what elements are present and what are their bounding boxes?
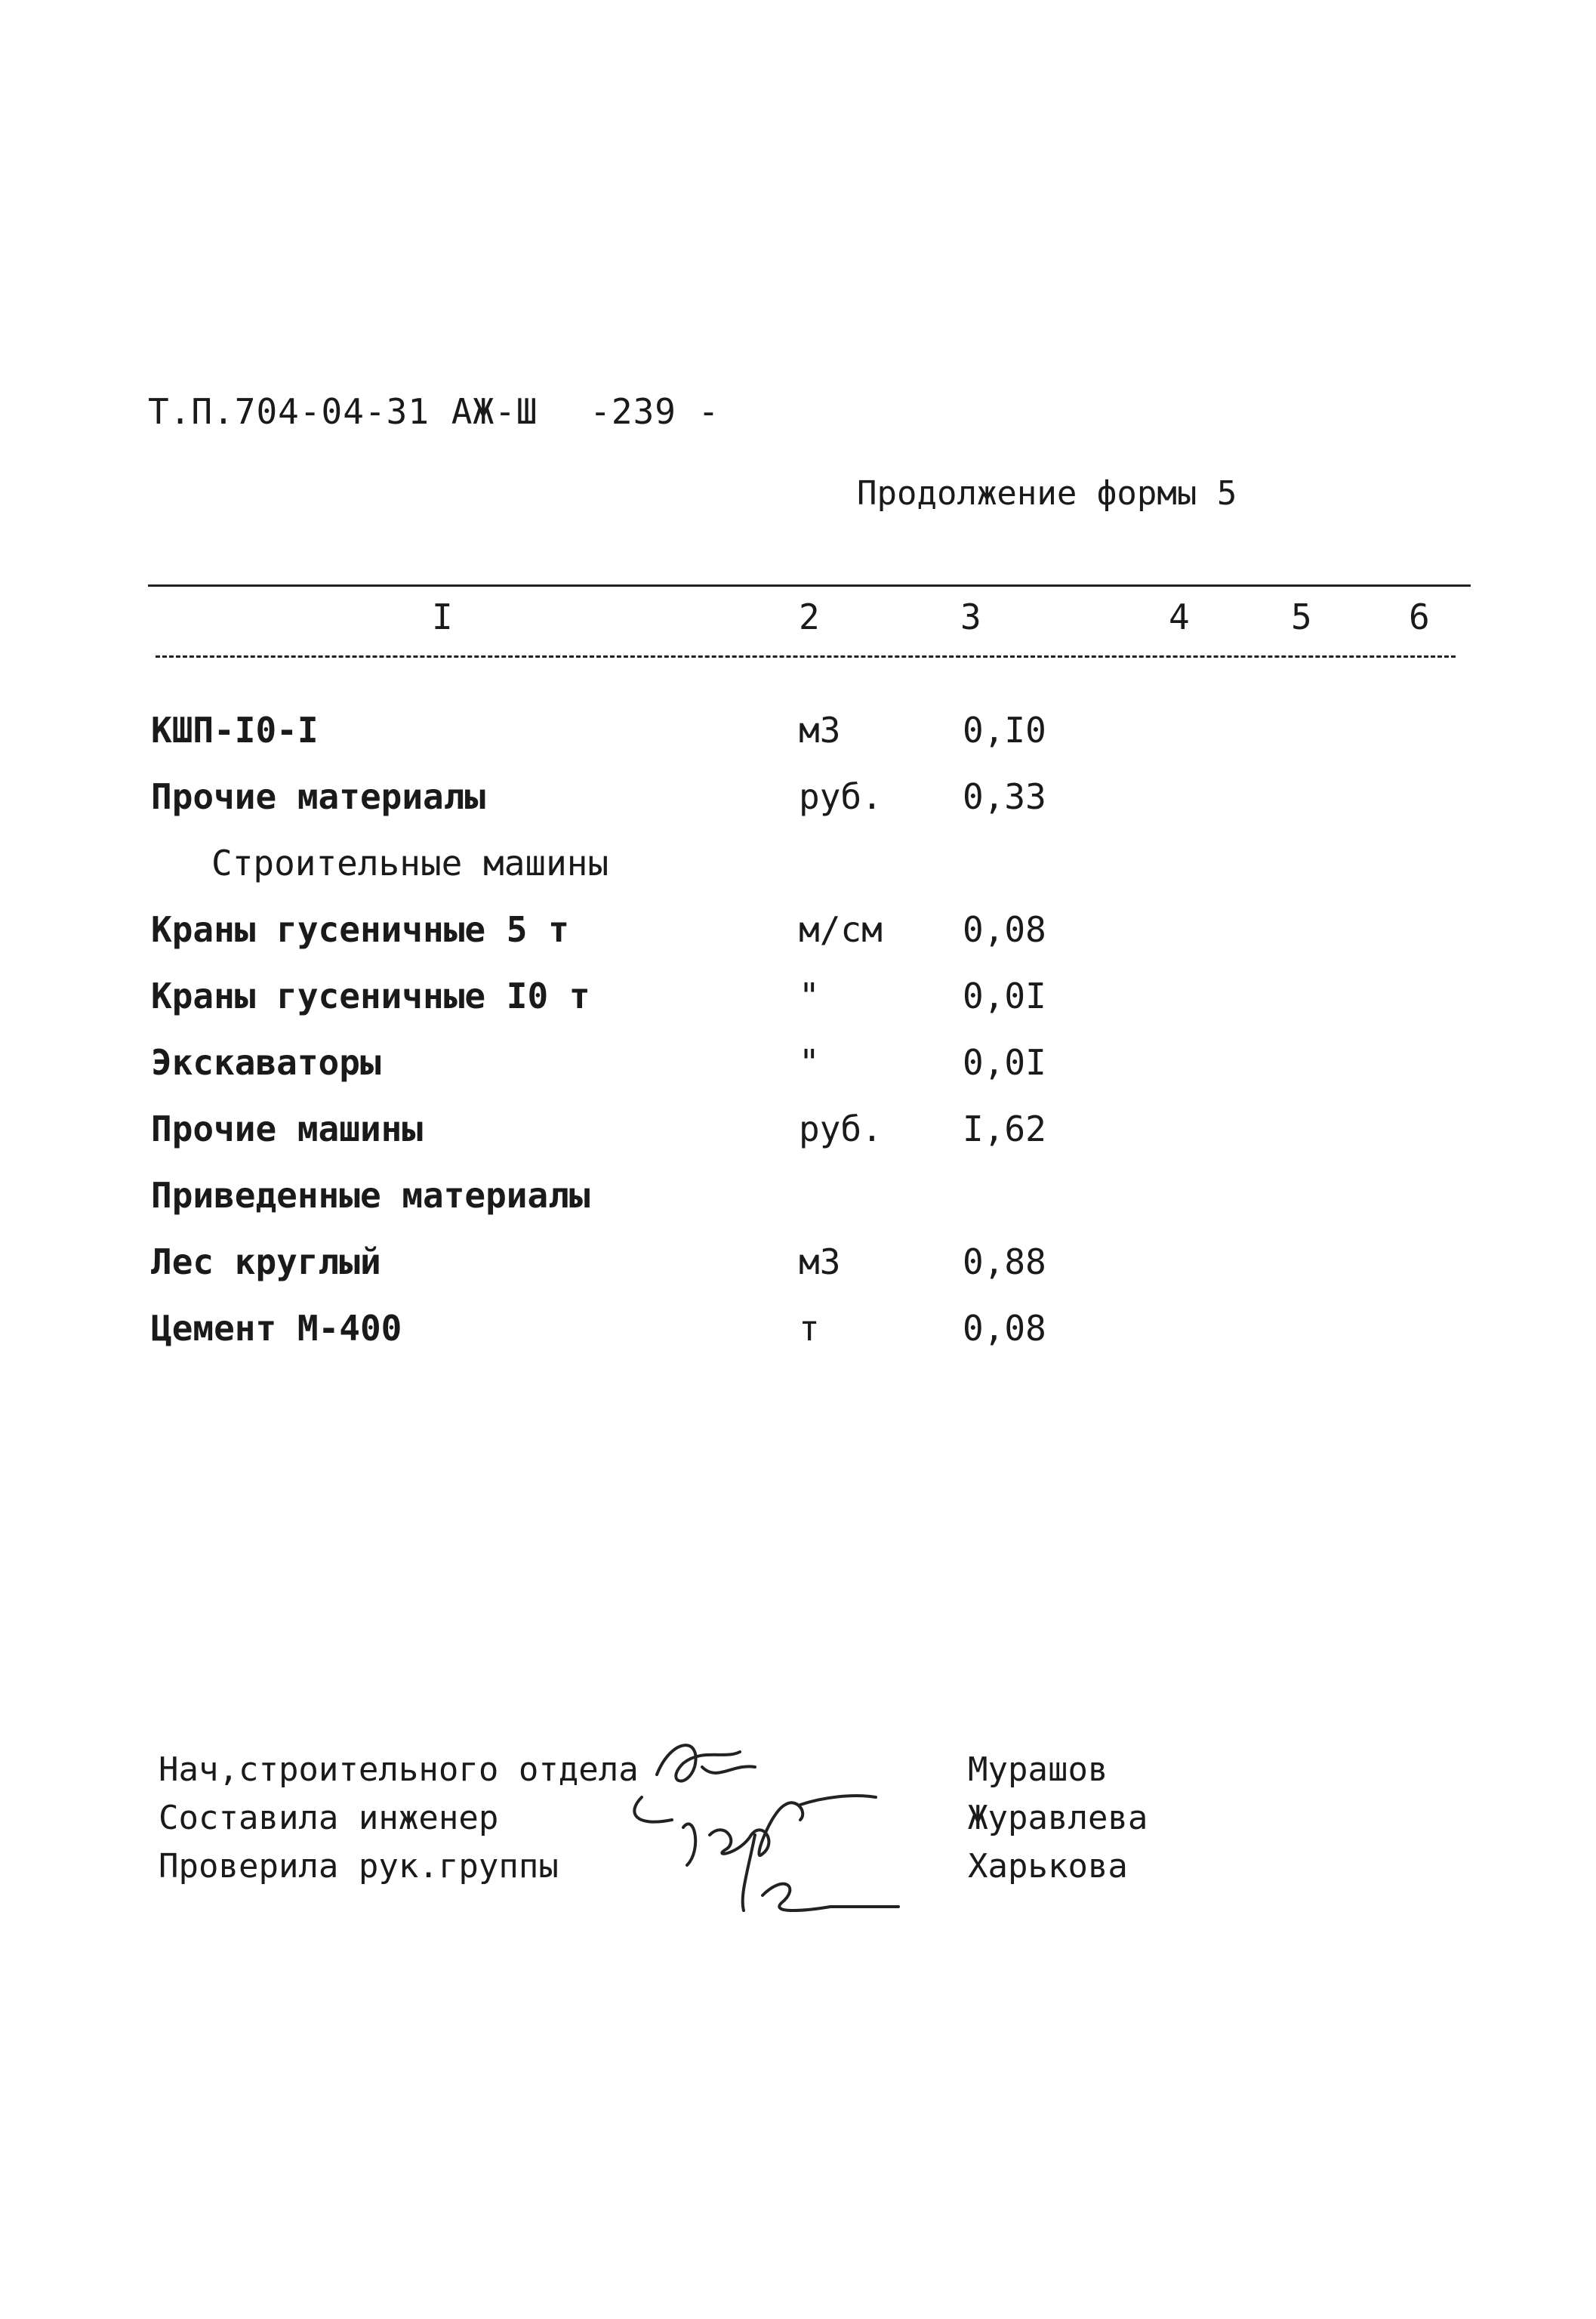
quantity: 0,0I: [963, 976, 1046, 1016]
table-row: [0, 710, 1596, 770]
doc-code-text: Т.П.704-04-31 АЖ-Ш: [148, 391, 538, 432]
unit: т: [799, 1308, 820, 1349]
quantity: I,62: [963, 1109, 1046, 1149]
table-row: [0, 1042, 1596, 1102]
material-name: Лес круглый: [151, 1241, 381, 1282]
unit: м3: [799, 710, 841, 751]
quantity: 0,I0: [963, 710, 1046, 751]
unit: ": [799, 976, 820, 1016]
quantity: 0,33: [963, 776, 1046, 817]
quantity: 0,0I: [963, 1042, 1046, 1083]
column-header-4: 4: [1169, 597, 1190, 637]
unit: руб.: [799, 776, 883, 817]
signer-name: Харькова: [968, 1847, 1128, 1886]
column-header-6: 6: [1409, 597, 1430, 637]
unit: ": [799, 1042, 820, 1083]
handwritten-signatures: [612, 1722, 914, 1933]
table-row: [0, 1175, 1596, 1235]
material-name: КШП-I0-I: [151, 710, 319, 751]
column-header-1: I: [432, 597, 453, 637]
unit: м/см: [799, 909, 883, 950]
material-name: Прочие материалы: [151, 776, 486, 817]
column-header-3: 3: [960, 597, 981, 637]
table-row: [0, 776, 1596, 837]
signature-role: Составила инженер: [159, 1799, 499, 1837]
signature-role: Проверила рук.группы: [159, 1847, 559, 1886]
document-code: [148, 391, 719, 432]
quantity: 0,88: [963, 1241, 1046, 1282]
quantity: 0,08: [963, 1308, 1046, 1349]
column-header-2: 2: [799, 597, 820, 637]
table-row: [0, 1308, 1596, 1368]
table-row: [0, 976, 1596, 1036]
table-header-rule: [156, 655, 1456, 658]
section-heading: Приведенные материалы: [151, 1175, 590, 1216]
table-row: [0, 843, 1596, 903]
material-name: Краны гусеничные 5 т: [151, 909, 569, 950]
section-heading: Строительные машины: [211, 843, 609, 884]
material-name: Прочие машины: [151, 1109, 424, 1149]
signature-role: Нач,строительного отдела: [159, 1750, 639, 1789]
table-top-rule: [148, 584, 1471, 587]
table-row: [0, 1241, 1596, 1302]
table-row: [0, 909, 1596, 970]
table-row: [0, 1109, 1596, 1169]
signer-name: Мурашов: [968, 1750, 1108, 1789]
quantity: 0,08: [963, 909, 1046, 950]
material-name: Краны гусеничные I0 т: [151, 976, 590, 1016]
material-name: Цемент М-400: [151, 1308, 402, 1349]
page-number: -239 -: [590, 391, 720, 432]
signer-name: Журавлева: [968, 1799, 1148, 1837]
unit: м3: [799, 1241, 841, 1282]
form-continuation-label: Продолжение формы 5: [857, 474, 1237, 513]
unit: руб.: [799, 1109, 883, 1149]
column-header-5: 5: [1291, 597, 1312, 637]
material-name: Экскаваторы: [151, 1042, 381, 1083]
